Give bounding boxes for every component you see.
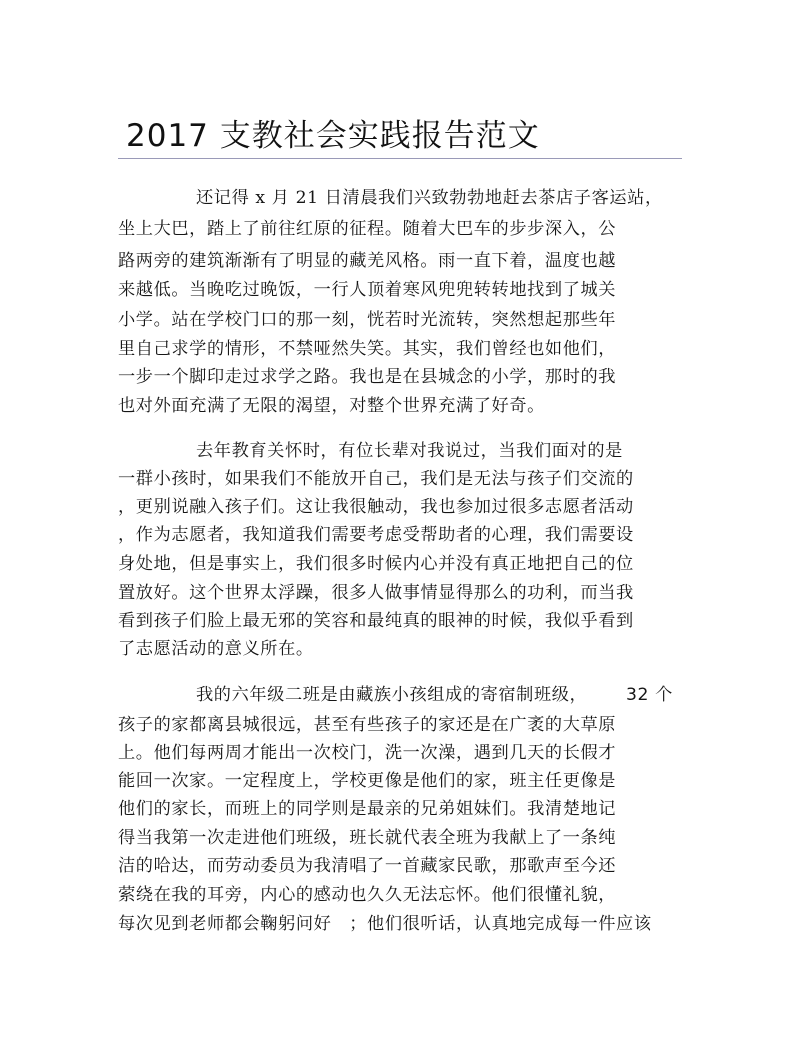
paragraph-2-line-5: 身处地，但是事实上，我们很多时候内心并没有真正地把自己的位	[118, 554, 634, 574]
paragraph-1-line-8: 也对外面充满了无限的渴望，对整个世界充满了好奇。	[118, 396, 545, 416]
paragraph-3-line-2: 孩子的家都离县城很远，甚至有些孩子的家还是在广袤的大草原	[118, 715, 617, 735]
paragraph-3-line-9: 每次见到老师都会鞠躬问好 ；他们很听话，认真地完成每一件应该	[118, 914, 652, 934]
title-underline	[118, 158, 682, 159]
paragraph-3-line-5: 他们的家长，而班上的同学则是最亲的兄弟姐妹们。我清楚地记	[118, 799, 617, 819]
paragraph-3-line-4: 能回一次家。一定程度上，学校更像是他们的家，班主任更像是	[118, 771, 617, 791]
paragraph-2-line-2: 一群小孩时，如果我们不能放开自己，我们是无法与孩子们交流的	[118, 469, 634, 489]
document-title: 2017 支教社会实践报告范文	[126, 118, 540, 154]
paragraph-1-line-7: 一步一个脚印走过求学之路。我也是在县城念的小学，那时的我	[118, 367, 617, 387]
paragraph-1-line-1: 还记得 x 月 21 日清晨我们兴致勃勃地赶去茶店子客运站，	[196, 188, 663, 208]
paragraph-1-line-2: 坐上大巴，踏上了前往红原的征程。随着大巴车的步步深入，公	[118, 219, 617, 239]
paragraph-3-line-6: 得当我第一次走进他们班级，班长就代表全班为我献上了一条纯	[118, 828, 617, 848]
paragraph-2-line-4: ，作为志愿者，我知道我们需要考虑受帮助者的心理，我们需要设	[118, 525, 634, 545]
paragraph-1-line-3: 路两旁的建筑渐渐有了明显的藏羌风格。雨一直下着，温度也越	[118, 251, 617, 271]
paragraph-2-line-1: 去年教育关怀时，有位长辈对我说过，当我们面对的是	[196, 441, 623, 461]
paragraph-1-line-5: 小学。站在学校门口的那一刻，恍若时光流转，突然想起那些年	[118, 310, 617, 330]
paragraph-3-line-1: 我的六年级二班是由藏族小孩组成的寄宿制班级，	[196, 685, 588, 705]
paragraph-2-line-3: ，更别说融入孩子们。这让我很触动，我也参加过很多志愿者活动	[118, 497, 634, 517]
paragraph-3-line-3: 上。他们每两周才能出一次校门，洗一次澡，遇到几天的长假才	[118, 743, 617, 763]
paragraph-2-line-7: 看到孩子们脸上最无邪的笑容和最纯真的眼神的时候，我似乎看到	[118, 611, 634, 631]
paragraph-2-line-6: 置放好。这个世界太浮躁，很多人做事情显得那么的功利，而当我	[118, 583, 634, 603]
paragraph-3-aside: 32 个	[626, 685, 673, 705]
paragraph-3-line-7: 洁的哈达，而劳动委员为我清唱了一首藏家民歌，那歌声至今还	[118, 856, 617, 876]
paragraph-1-line-6: 里自己求学的情形，不禁哑然失笑。其实，我们曾经也如他们，	[118, 339, 617, 359]
paragraph-2-line-8: 了志愿活动的意义所在。	[118, 639, 314, 659]
paragraph-1-line-4: 来越低。当晚吃过晚饭，一行人顶着寒风兜兜转转地找到了城关	[118, 280, 617, 300]
paragraph-3-line-8: 萦绕在我的耳旁，内心的感动也久久无法忘怀。他们很懂礼貌，	[118, 885, 617, 905]
